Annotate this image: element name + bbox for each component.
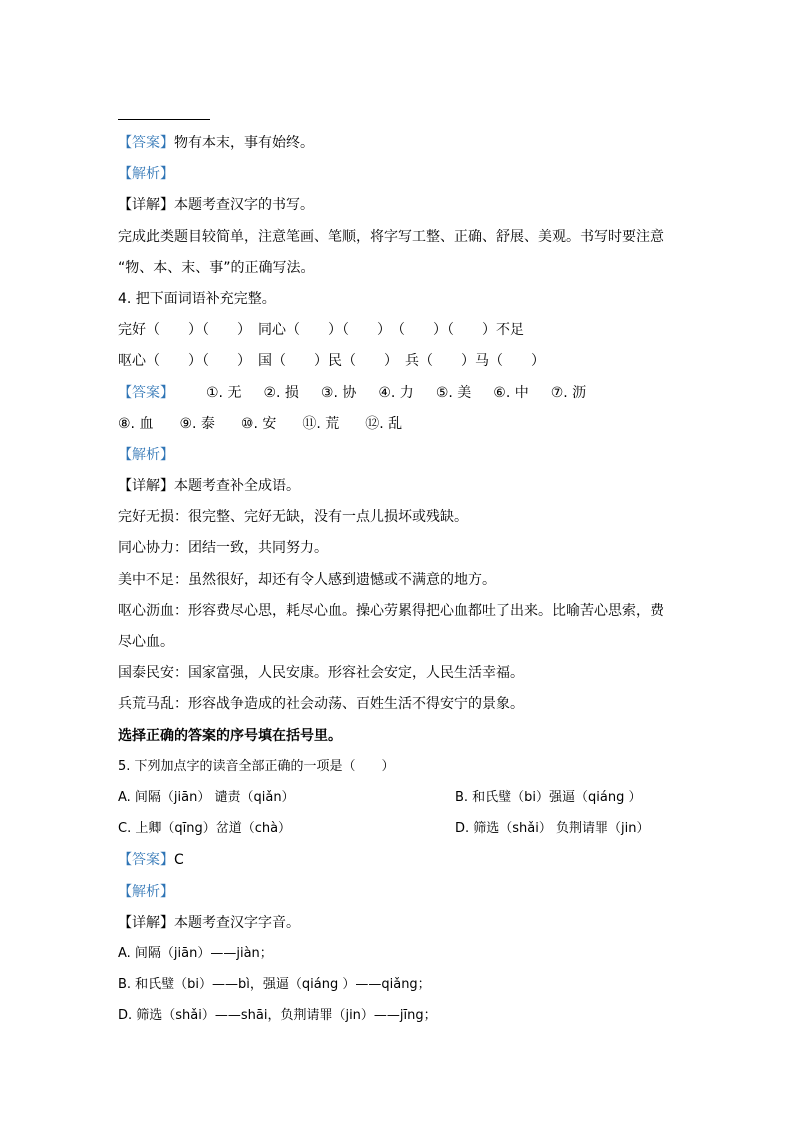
answer-text: C — [174, 852, 184, 869]
explanation-line: 呕心沥血：形容费尽心思，耗尽心血。操心劳累得把心血都吐了出来。比喻苦心思索，费 — [118, 602, 664, 619]
section-heading: 选择正确的答案的序号填在括号里。 — [118, 727, 342, 744]
answer-text: 物有本末，事有始终。 — [174, 135, 314, 151]
detail-text: 本题考查汉字的书写。 — [174, 197, 314, 214]
option-c: C. 上卿（qīng）岔道（chà） — [118, 821, 292, 837]
q4-question: 4. 把下面词语补充完整。 — [118, 290, 276, 307]
answer-label: 【答案】 — [118, 852, 174, 869]
q3-text1: 完成此类题目较简单，注意笔画、笔顺，将字写工整、正确、舒展、美观。书写时要注意 — [118, 228, 664, 245]
answer-item: ⑨. 泰 — [179, 415, 215, 432]
answer-label: 【答案】 — [118, 384, 174, 401]
explanation-line: D. 筛选（shǎi）——shāi，负荆请罪（jin）——jīng； — [118, 1008, 437, 1024]
q3-answer — [118, 133, 758, 164]
q4-row2: 呕心（ ）（ ） 国（ ）民（ ） 兵（ ）马（ ） — [118, 353, 545, 370]
detail-label: 【详解】 — [118, 197, 174, 214]
options-row-cd — [118, 819, 758, 850]
analysis-label: 【解析】 — [118, 166, 174, 183]
option-a: A. 间隔（jiān） 谴责（qiǎn） — [118, 789, 295, 805]
answer-item: ⑧. 血 — [118, 415, 154, 432]
analysis-label: 【解析】 — [118, 446, 174, 463]
q5-question: 5. 下列加点字的读音全部正确的一项是（ ） — [118, 758, 395, 774]
detail-text: 本题考查汉字字音。 — [174, 914, 300, 931]
explanation-line: B. 和氏璧（bi）——bì，强逼（qiáng ）——qiǎng； — [118, 977, 431, 993]
detail-label: 【详解】 — [118, 478, 174, 495]
explanation-line: 完好无损：很完整、完好无缺，没有一点儿损坏或残缺。 — [118, 509, 468, 526]
explanation-line: 同心协力：团结一致，共同努力。 — [118, 540, 328, 557]
q4-row1: 完好（ ）（ ） 同心（ ）（ ） （ ）（ ）不足 — [118, 322, 524, 339]
explanation-line: 尽心血。 — [118, 634, 174, 650]
explanation-line: A. 间隔（jiān）——jiàn； — [118, 945, 273, 961]
answer-item: ⑩. 安 — [240, 415, 277, 432]
answer-item: ①. 无 — [206, 384, 242, 401]
answer-item: ⑦. 沥 — [550, 384, 587, 401]
answer-item: ②. 损 — [263, 384, 299, 401]
q5-answer — [118, 850, 758, 881]
document-body — [118, 133, 758, 1037]
q4-answer-row2 — [118, 414, 758, 445]
detail-label: 【详解】 — [118, 914, 174, 931]
answer-item: ④. 力 — [378, 384, 414, 401]
answer-item: ⑤. 美 — [435, 384, 472, 401]
footnote-rule — [118, 119, 210, 120]
answer-item: ⑪. 荒 — [302, 415, 340, 432]
q4-answer-row1 — [118, 383, 758, 414]
answer-label: 【答案】 — [118, 135, 174, 151]
explanation-line: 美中不足：虽然很好，却还有令人感到遗憾或不满意的地方。 — [118, 571, 496, 588]
explanation-line: 兵荒马乱：形容战争造成的社会动荡、百姓生活不得安宁的景象。 — [118, 696, 524, 713]
q3-detail — [118, 195, 758, 226]
q4-detail — [118, 476, 758, 507]
answer-item: ⑥. 中 — [493, 384, 529, 401]
options-row-ab — [118, 788, 758, 819]
explanation-line: 国泰民安：国家富强，人民安康。形容社会安定，人民生活幸福。 — [118, 665, 524, 682]
q5-detail — [118, 913, 758, 944]
answer-item: ⑫. 乱 — [365, 415, 403, 432]
analysis-label: 【解析】 — [118, 883, 174, 900]
option-b: B. 和氏璧（bi）强逼（qiáng ） — [455, 789, 642, 805]
detail-text: 本题考查补全成语。 — [174, 478, 300, 495]
q3-text2: “物、本、末、事”的正确写法。 — [118, 259, 315, 276]
answer-item: ③. 协 — [320, 384, 357, 401]
option-d: D. 筛选（shǎi） 负荆请罪（jin） — [455, 821, 650, 837]
